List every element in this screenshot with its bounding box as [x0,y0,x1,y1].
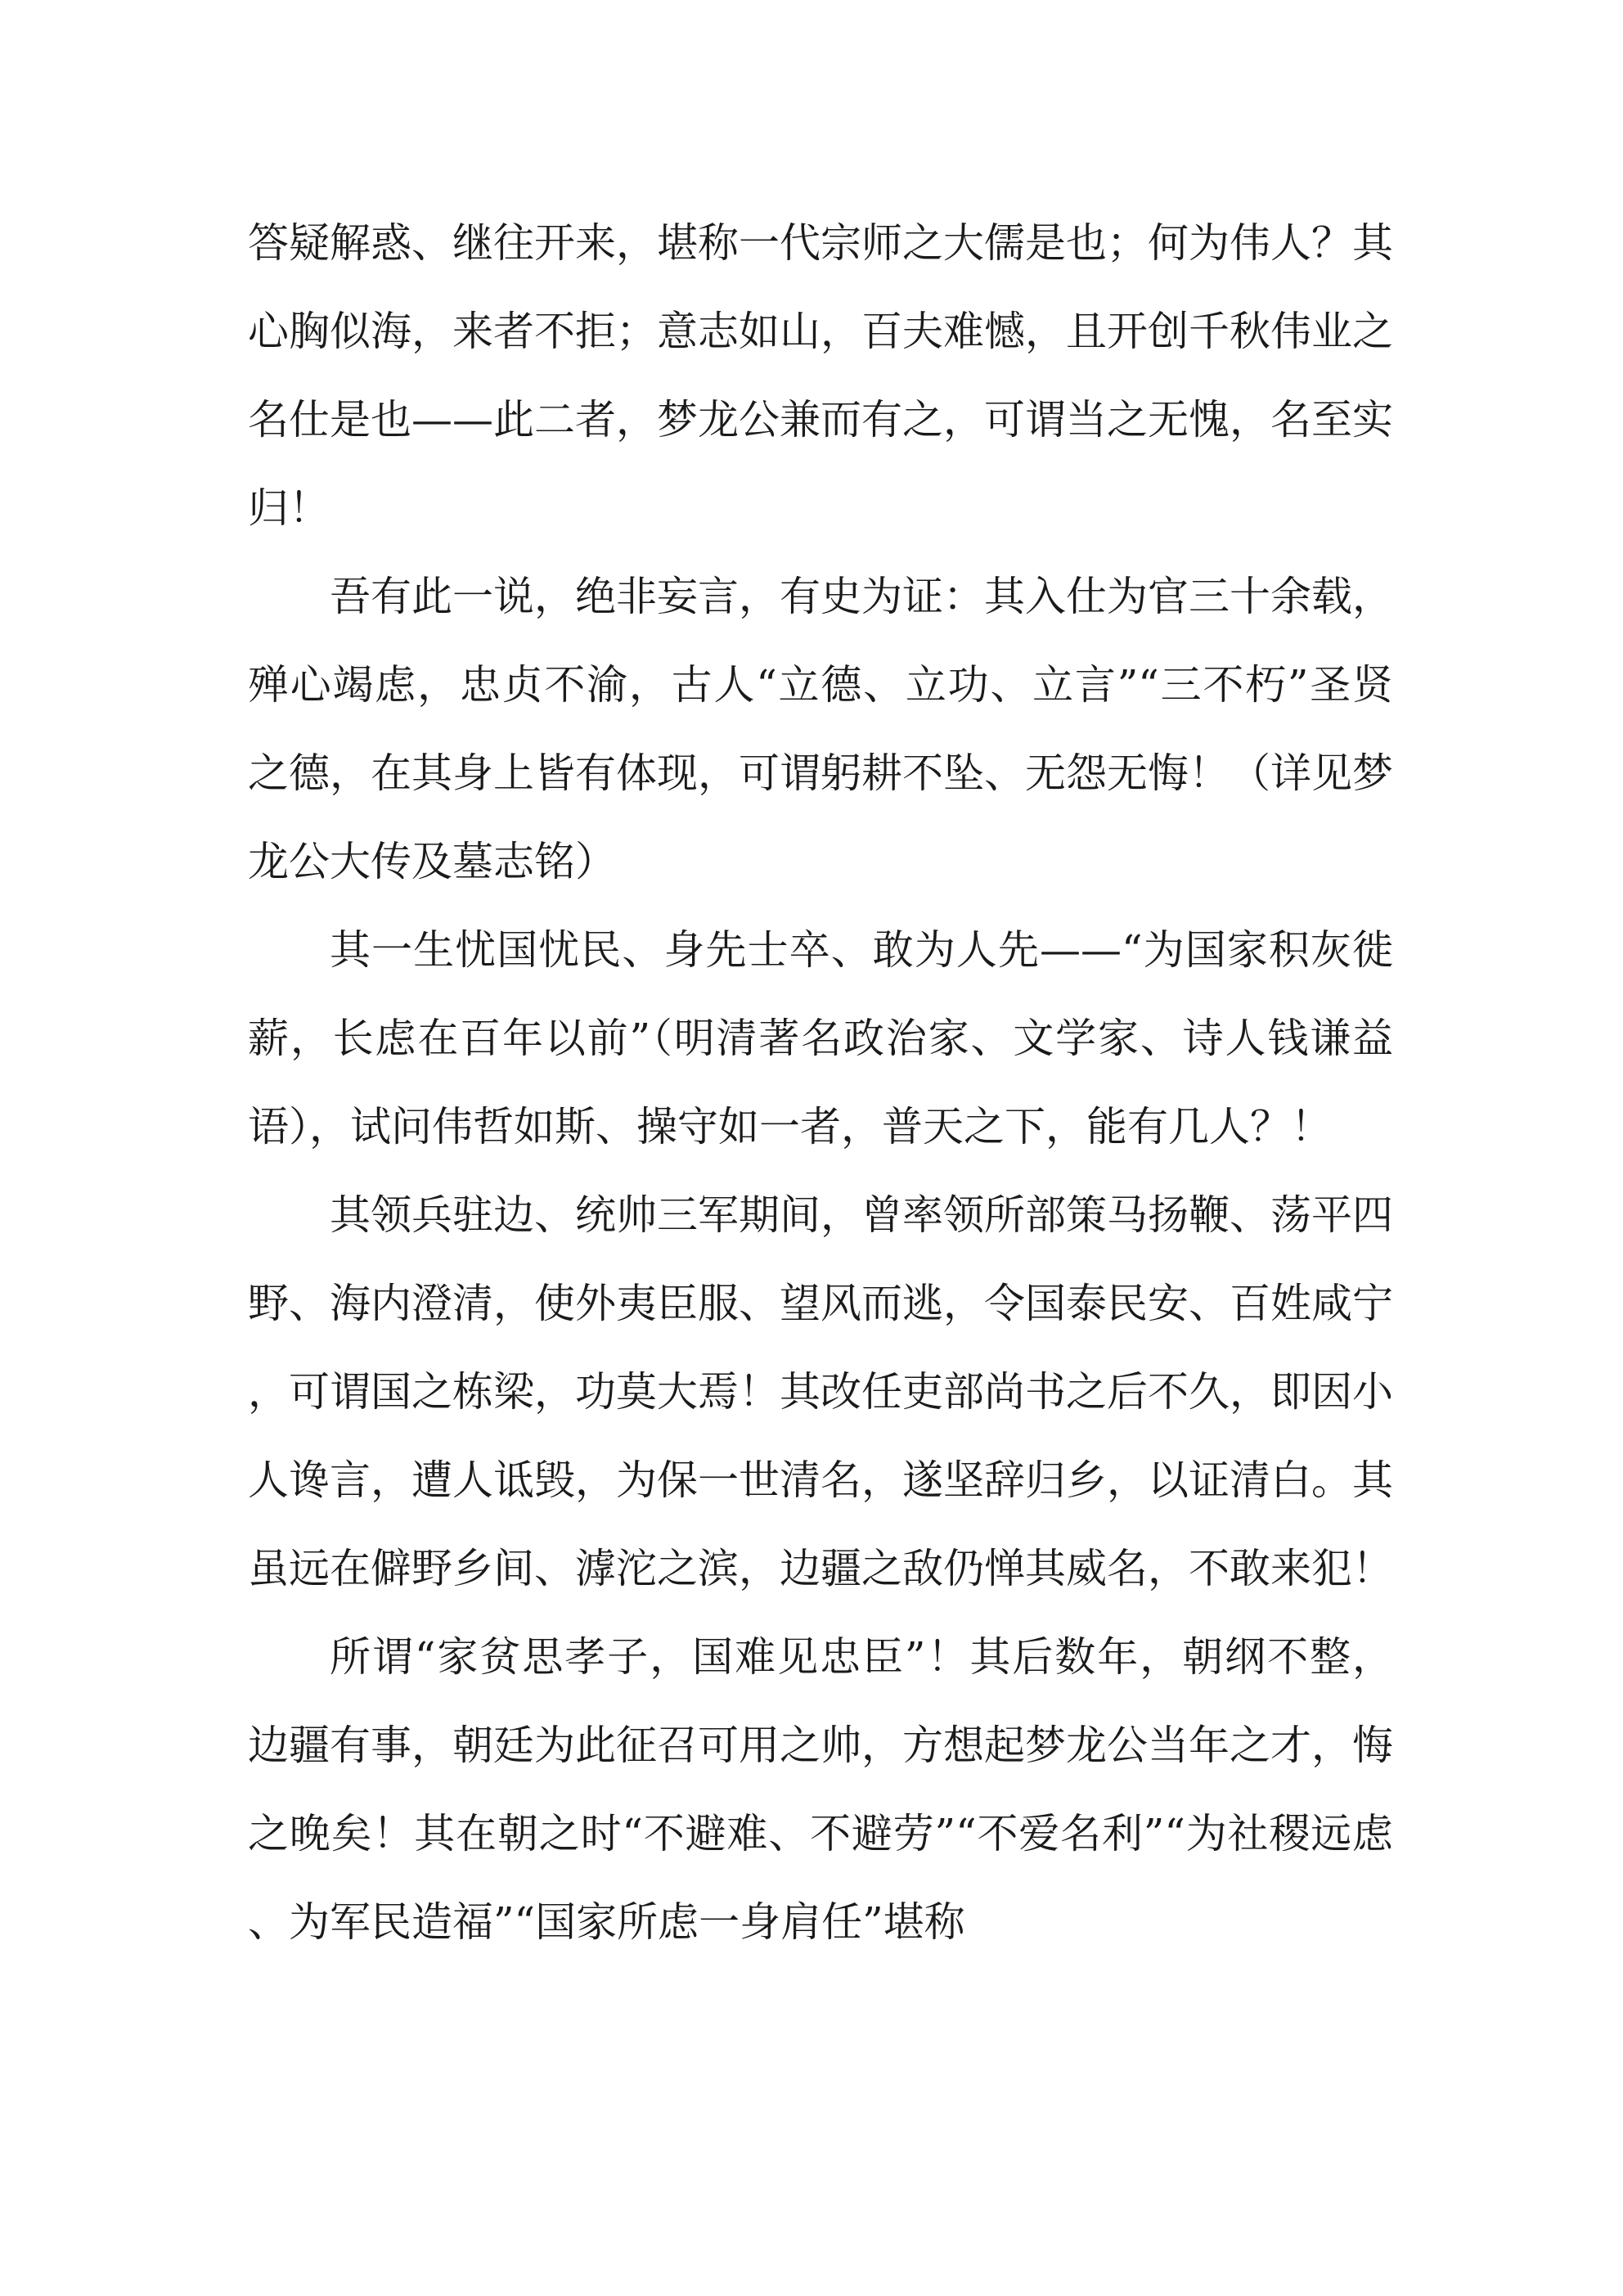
paragraph: 所谓“家贫思孝子，国难见忠臣”！其后数年，朝纲不整，边疆有事，朝廷为此征召可用之帅，方想起梦龙公当年之才，悔之晚矣！其在朝之时“不避难、不避劳”“不爱名利”“为社稷远虑、为军民造福”“国家所虑一身肩任”堪称 [248,1633,1393,1946]
paragraph-continuation: 答疑解惑、继往开来，堪称一代宗师之大儒是也；何为伟人？其心胸似海，来者不拒；意志如山，百夫难憾，且开创千秋伟业之名仕是也——此二者，梦龙公兼而有之，可谓当之无愧，名至实归！ [248,219,1393,532]
paragraph: 其领兵驻边、统帅三军期间，曾率领所部策马扬鞭、荡平四野、海内澄清，使外夷臣服、望风而逃，令国泰民安、百姓咸宁，可谓国之栋梁，功莫大焉！其改任吏部尚书之后不久，即因小人谗言，遭人诋毁，为保一世清名，遂坚辞归乡，以证清白。其虽远在僻野乡间、滹沱之滨，边疆之敌仍惮其威名，不敢来犯！ [248,1191,1393,1592]
document-body [248,199,1393,1966]
paragraph: 吾有此一说，绝非妄言，有史为证：其入仕为官三十余载，殚心竭虑，忠贞不渝，古人“立德、立功、立言”“三不朽”圣贤之德，在其身上皆有体现，可谓躬耕不坠、无怨无悔！（详见梦龙公大传及墓志铭） [248,573,1393,885]
paragraph: 其一生忧国忧民、身先士卒、敢为人先——“为国家积灰徙薪，长虑在百年以前”（明清著名政治家、文学家、诗人钱谦益语），试问伟哲如斯、操守如一者，普天之下，能有几人？！ [248,926,1393,1150]
